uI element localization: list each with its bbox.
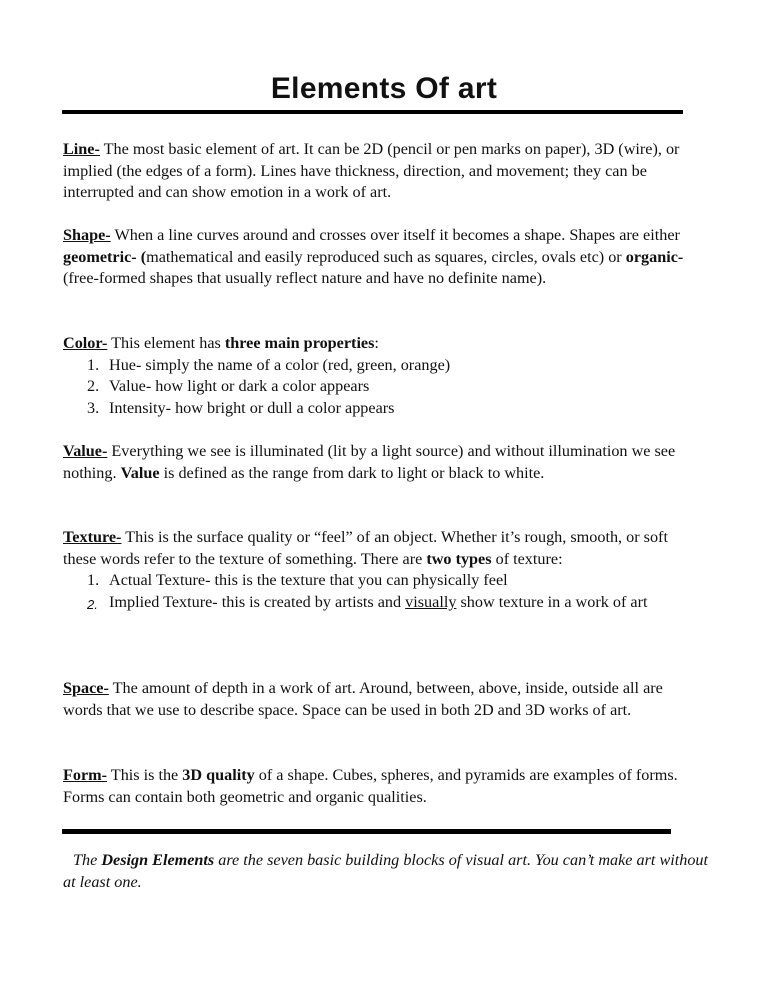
form-term: Form-: [63, 766, 108, 784]
footer-text-1: The: [73, 851, 102, 869]
list-number: 1.: [87, 355, 100, 374]
color-section: [63, 333, 703, 419]
title-divider: [62, 110, 683, 114]
list-text: Intensity- how bright or dull a color appears: [109, 398, 395, 417]
footer-note: [63, 849, 713, 893]
value-text-1: Everything we see is illuminated (lit by a light source) and without illumination we see nothing.: [63, 442, 676, 482]
form-text-2: of a shape. Cubes, spheres, and pyramids are examples of forms. Forms can contain both geometric and organic qualities.: [63, 766, 678, 806]
list-number: 1.: [87, 571, 100, 590]
list-text: Value- how light or dark a color appears: [109, 377, 370, 396]
shape-organic: organic-: [625, 247, 684, 266]
form-paragraph: [63, 765, 703, 808]
value-text-2: is defined as the range from dark to light or black to white.: [159, 463, 545, 482]
value-paragraph: [63, 441, 703, 484]
list-text-end: show texture in a work of art: [456, 592, 648, 611]
texture-text-2: of texture:: [491, 549, 563, 568]
footer-design-elements: Design Elements: [101, 851, 215, 869]
list-number: 2.: [87, 596, 98, 612]
space-text: The amount of depth in a work of art. Around, between, above, inside, outside all are words that we use to describe space. Space can be used in both 2D and 3D works of art.: [63, 679, 663, 719]
list-number: 3.: [87, 398, 100, 417]
footer-text-2: are the seven basic building blocks of visual art. You can’t make art without at least one.: [63, 851, 709, 891]
shape-geometric: geometric- (: [63, 247, 147, 266]
texture-two-types: two types: [426, 549, 492, 568]
color-term: Color-: [63, 334, 108, 352]
color-three-properties: three main properties: [224, 334, 375, 352]
list-number: 2.: [87, 377, 100, 396]
list-item: [63, 398, 703, 420]
value-term: Value-: [63, 442, 108, 460]
texture-term: Texture-: [63, 528, 122, 546]
color-text-2: :: [374, 334, 379, 352]
list-item: [63, 355, 703, 377]
list-item: [63, 570, 703, 592]
footer-divider: [62, 829, 671, 834]
color-list: [63, 355, 703, 420]
list-item: [63, 376, 703, 398]
line-term: Line-: [63, 140, 100, 158]
space-term: Space-: [63, 679, 109, 697]
texture-paragraph: [63, 527, 703, 570]
space-paragraph: [63, 678, 703, 721]
texture-section: [63, 527, 703, 613]
line-text: The most basic element of art. It can be 2D (pencil or pen marks on paper), 3D (wire), or implied (the edges of a form). Lines have thickness, direction, and movement; they can be interrupted and can show emotion in a work of art.: [63, 140, 680, 202]
list-item: [63, 592, 703, 614]
shape-text-1: When a line curves around and crosses over itself it becomes a shape. Shapes are either: [110, 226, 680, 244]
list-text: Hue- simply the name of a color (red, green, orange): [109, 355, 451, 374]
underlined-word: visually: [405, 592, 457, 611]
shape-paragraph: [63, 225, 703, 290]
page-title: Elements Of art: [270, 72, 498, 105]
shape-text-3: (free-formed shapes that usually reflect nature and have no definite name).: [63, 269, 547, 288]
shape-term: Shape-: [63, 226, 111, 244]
texture-list: [63, 570, 703, 613]
shape-text-2: mathematical and easily reproduced such as squares, circles, ovals etc) or: [146, 247, 626, 266]
color-paragraph: [63, 333, 703, 355]
color-text-1: This element has: [107, 334, 225, 352]
form-3d-quality: 3D quality: [182, 766, 255, 784]
list-text: Implied Texture- this is created by artists and: [109, 592, 406, 611]
value-bold: Value: [120, 463, 160, 482]
list-text: Actual Texture- this is the texture that you can physically feel: [109, 571, 508, 590]
texture-text-1: This is the surface quality or “feel” of an object. Whether it’s rough, smooth, or soft these words refer to the texture of something. There are: [63, 528, 668, 568]
form-text-1: This is the: [107, 766, 183, 784]
line-paragraph: [63, 139, 703, 204]
